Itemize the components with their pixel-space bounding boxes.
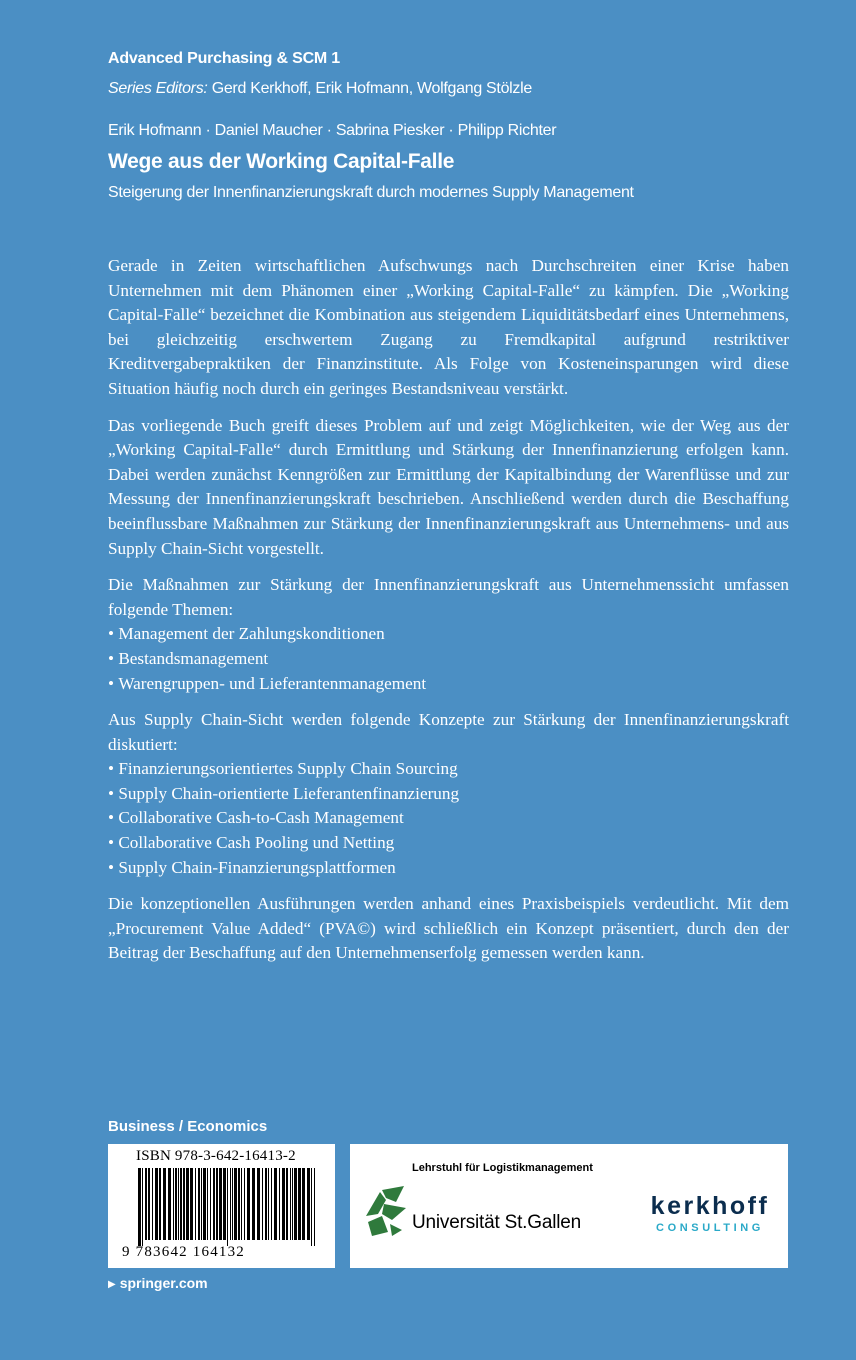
list-item: • Warengruppen- und Lieferantenmanagement xyxy=(108,672,789,697)
series-editors xyxy=(108,80,532,98)
barcode-bar xyxy=(155,1168,158,1240)
publisher-link[interactable] xyxy=(108,1275,208,1291)
list-item: • Supply Chain-orientierte Lieferantenfinanzierung xyxy=(108,782,789,807)
barcode-bar xyxy=(227,1168,228,1246)
barcode-bar xyxy=(290,1168,291,1240)
barcode-bar xyxy=(163,1168,166,1240)
barcode-bar xyxy=(262,1168,263,1240)
barcode-bar xyxy=(201,1168,202,1240)
barcode-bar xyxy=(152,1168,153,1240)
barcode-bar xyxy=(314,1168,315,1246)
barcode-bar xyxy=(216,1168,218,1240)
barcode-bar xyxy=(286,1168,288,1240)
list-item: • Supply Chain-Finanzierungsplattformen xyxy=(108,856,789,881)
blurb-paragraph-3: Die Maßnahmen zur Stärkung der Innenfinanzierungskraft aus Unternehmenssicht umfassen folgende Themen: xyxy=(108,575,789,619)
barcode-bar xyxy=(159,1168,161,1240)
arrow-right-icon: ▶ xyxy=(108,1279,116,1290)
barcode-icon xyxy=(136,1168,324,1246)
barcode-bar xyxy=(219,1168,222,1240)
barcode-bar xyxy=(311,1168,312,1246)
barcode-bar xyxy=(257,1168,260,1240)
subject-category: Business / Economics xyxy=(108,1118,268,1135)
barcode-bar xyxy=(168,1168,171,1240)
barcode-bar xyxy=(142,1168,143,1246)
hsg-tree-emblem-icon xyxy=(362,1186,408,1238)
consulting-logo-text: CONSULTING xyxy=(656,1222,764,1234)
barcode-bar xyxy=(223,1168,226,1240)
barcode-bar xyxy=(238,1168,240,1240)
barcode-bar xyxy=(252,1168,255,1240)
barcode-bar xyxy=(207,1168,208,1240)
barcode-bar xyxy=(268,1168,269,1240)
barcode-bar xyxy=(175,1168,177,1240)
list-item: • Collaborative Cash-to-Cash Management xyxy=(108,806,789,831)
blurb-paragraph-2: Das vorliegende Buch greift dieses Problem auf und zeigt Möglichkeiten, wie der Weg aus der „Working Capital-Falle“ durch Ermittlung und Stärkung der Innenfinanzierung erfolgen kann. Dabei werden zunächst Kenngrößen zur Ermittlung der Kapitalbindung der Warenflüsse und zur Messung der Innenfinanzierungskraft beschrieben. Anschließend werden durch die Beschaffung beeinflussbare Maßnahmen zur Stärkung der Innenfinanzierungskraft aus Unternehmens- und aus Supply Chain-Sicht vorgestellt. xyxy=(108,415,789,558)
supply-chain-concepts-list xyxy=(108,757,789,880)
series-editors-label: Series Editors: xyxy=(108,80,208,97)
barcode-bar xyxy=(180,1168,182,1240)
barcode-bar xyxy=(138,1168,141,1246)
barcode-bar xyxy=(203,1168,206,1240)
barcode-bar xyxy=(307,1168,310,1240)
publisher-url: springer.com xyxy=(119,1275,208,1291)
series-title: Advanced Purchasing & SCM 1 xyxy=(108,50,340,67)
blurb-paragraph-4: Aus Supply Chain-Sicht werden folgende Konzepte zur Stärkung der Innenfinanzierungskraft diskutiert: xyxy=(108,710,789,754)
barcode-bar xyxy=(247,1168,250,1240)
barcode-bar xyxy=(148,1168,150,1240)
barcode-bar xyxy=(145,1168,147,1240)
barcode-bar xyxy=(183,1168,185,1240)
barcode-bar xyxy=(279,1168,280,1240)
barcode-bar xyxy=(302,1168,305,1240)
barcode-bar xyxy=(234,1168,237,1240)
barcode-bar xyxy=(232,1168,233,1240)
barcode-bar xyxy=(210,1168,211,1240)
list-item: • Bestandsmanagement xyxy=(108,647,789,672)
list-item: • Management der Zahlungskonditionen xyxy=(108,622,789,647)
barcode-bar xyxy=(186,1168,189,1240)
university-name: Universität St.Gallen xyxy=(412,1212,581,1233)
list-item: • Collaborative Cash Pooling und Netting xyxy=(108,831,789,856)
isbn-barcode-box xyxy=(108,1144,335,1268)
list-item: • Finanzierungsorientiertes Supply Chain Sourcing xyxy=(108,757,789,782)
barcode-bar xyxy=(213,1168,215,1240)
barcode-bar xyxy=(173,1168,174,1240)
logo-box xyxy=(350,1144,788,1268)
barcode-bar xyxy=(241,1168,242,1240)
kerkhoff-logo-text: kerkhoff xyxy=(650,1192,770,1220)
blurb-paragraph-1: Gerade in Zeiten wirtschaftlichen Aufschwungs nach Durchschreiten einer Krise haben Unternehmen mit dem Phänomen einer „Working Capital-Falle“ zu kämpfen. Die „Working Capital-Falle“ bezeichnet die Kombination aus steigendem Liquiditätsbedarf eines Unternehmens, bei gleichzeitig erschwertem Zugang zu Fremdkapital aufgrund restriktiver Kreditvergabepraktiken der Finanzinstitute. Als Folge von Kosteneinsparungen wird diese Situation häufig noch durch ein geringes Bestandsniveau verstärkt. xyxy=(108,256,789,398)
barcode-bar xyxy=(195,1168,196,1240)
barcode-bar xyxy=(178,1168,179,1240)
blurb xyxy=(108,254,789,978)
book-title: Wege aus der Working Capital-Falle xyxy=(108,150,455,173)
blurb-paragraph-5: Die konzeptionellen Ausführungen werden anhand eines Praxisbeispiels verdeutlicht. Mit dem „Procurement Value Added“ (PVA©) wird schließlich ein Konzept präsentiert, durch den der Beitrag der Beschaffung auf den Unternehmenserfolg gemessen werden kann. xyxy=(108,894,789,963)
barcode-bar xyxy=(294,1168,297,1240)
book-subtitle: Steigerung der Innenfinanzierungskraft durch modernes Supply Management xyxy=(108,184,634,201)
barcode-bar xyxy=(230,1168,231,1240)
company-measures-list xyxy=(108,622,789,696)
lehrstuhl-label: Lehrstuhl für Logistikmanagement xyxy=(412,1162,593,1174)
barcode-bar xyxy=(244,1168,245,1240)
authors: Erik Hofmann · Daniel Maucher · Sabrina Piesker · Philipp Richter xyxy=(108,122,557,139)
barcode-bar xyxy=(190,1168,193,1240)
series-editors-names: Gerd Kerkhoff, Erik Hofmann, Wolfgang Stölzle xyxy=(207,80,532,97)
barcode-bar xyxy=(274,1168,277,1240)
barcode-bar xyxy=(298,1168,301,1240)
isbn-label: ISBN 978-3-642-16413-2 xyxy=(136,1148,296,1164)
barcode-bar xyxy=(271,1168,272,1240)
ean-digits: 9 783642 164132 xyxy=(122,1244,245,1260)
barcode-bar xyxy=(198,1168,200,1240)
barcode-bar xyxy=(282,1168,285,1240)
barcode-bar xyxy=(265,1168,267,1240)
barcode-bar xyxy=(292,1168,293,1240)
